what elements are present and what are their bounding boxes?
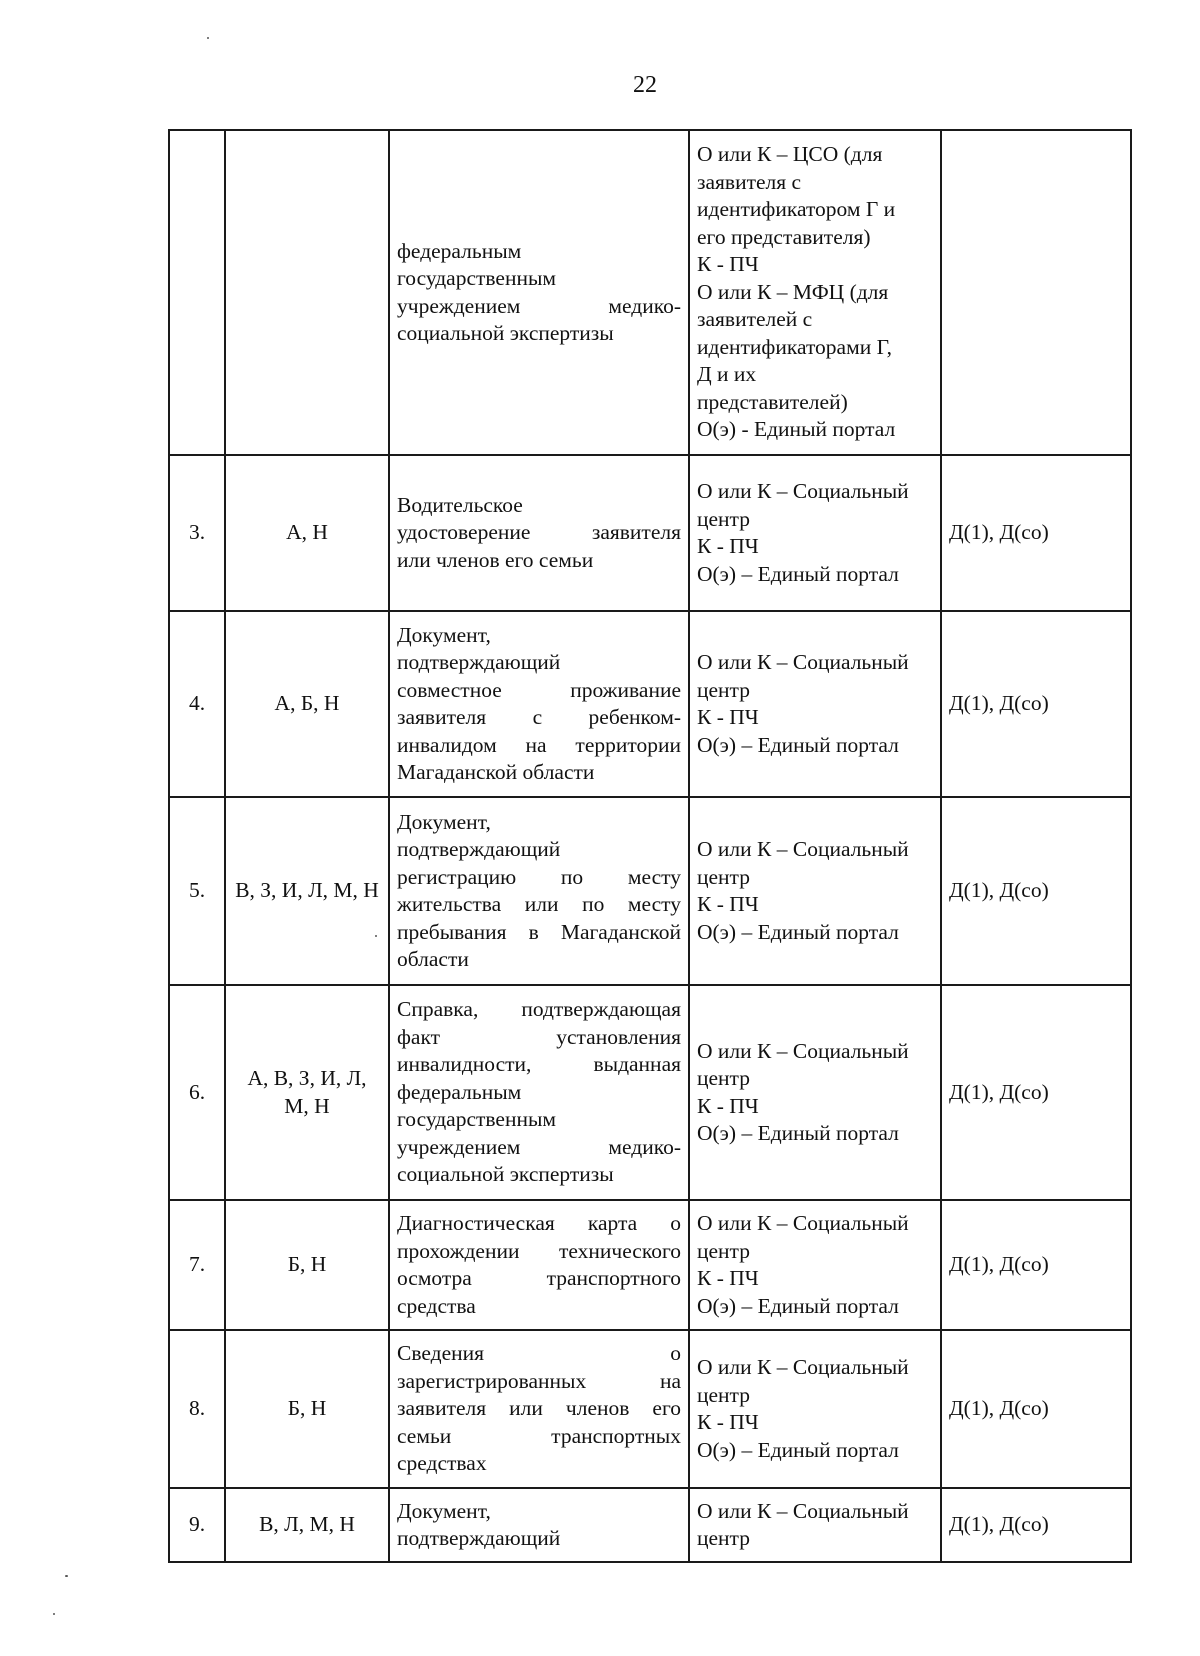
document-name-line: Сведения о [397, 1341, 681, 1366]
submission-method-line: О или К – Социальный [697, 479, 909, 503]
submission-method-line: О или К – Социальный [697, 1498, 909, 1523]
submission-method-line: К - ПЧ [697, 252, 759, 277]
submission-method [689, 130, 941, 455]
document-name-line: государственным [397, 1107, 557, 1132]
submission-method [689, 985, 941, 1200]
document-name [389, 611, 689, 797]
document-name-line: подтверждающий [397, 1526, 561, 1550]
submission-method [689, 611, 941, 797]
document-name-line: Документ, [397, 1498, 491, 1523]
result-code: Д(1), Д(со) [941, 985, 1131, 1200]
row-number: 4. [169, 611, 225, 797]
row-number [169, 130, 225, 455]
table-row [169, 1200, 1131, 1330]
document-name-line: Водительское [397, 492, 523, 517]
submission-method-line: представителей) [697, 389, 848, 414]
submission-method [689, 1200, 941, 1330]
documents-table [168, 129, 1132, 1563]
result-code: Д(1), Д(со) [941, 797, 1131, 985]
submission-method-line: заявителей с [697, 307, 813, 332]
submission-method-line: Д и их [697, 362, 757, 387]
document-name [389, 1330, 689, 1488]
document-name-line: заявителя с ребенком- [397, 705, 681, 729]
document-name-line: учреждением медико- [397, 1134, 681, 1159]
result-code: Д(1), Д(со) [941, 1200, 1131, 1330]
submission-method-line: идентификаторами Г, [697, 334, 892, 359]
applicant-categories: А, Б, Н [225, 611, 389, 797]
document-name [389, 1200, 689, 1330]
applicant-categories: В, Л, М, Н [225, 1488, 389, 1562]
document-name [389, 130, 689, 455]
result-code: Д(1), Д(со) [941, 1330, 1131, 1488]
row-number: 5. [169, 797, 225, 985]
document-name-line: или членов его семьи [397, 547, 594, 572]
document-name-line: социальной экспертизы [397, 321, 614, 345]
submission-method-line: центр [697, 864, 750, 889]
submission-method-line: О или К – Социальный [697, 1211, 909, 1235]
submission-method-line: центр [697, 1526, 750, 1550]
document-name-line: социальной экспертизы [397, 1162, 614, 1187]
table-row [169, 130, 1131, 455]
submission-method-line: О(э) – Единый портал [697, 732, 899, 757]
submission-method-line: О(э) – Единый портал [697, 561, 899, 586]
table-row [169, 985, 1131, 1200]
submission-method [689, 455, 941, 611]
document-name-line: инвалидности, выданная [397, 1052, 681, 1077]
applicant-categories: А, Н [225, 455, 389, 611]
document-name-line: федеральным [397, 1079, 522, 1104]
document-name-line: совместное проживание [397, 677, 681, 702]
document-name-line: прохождении технического [397, 1238, 681, 1263]
submission-method-line: О(э) – Единый портал [697, 1121, 899, 1145]
submission-method [689, 1488, 941, 1562]
document-name-line: государственным [397, 266, 557, 290]
result-code [941, 130, 1131, 455]
table-row [169, 611, 1131, 797]
document-name-line: Магаданской области [397, 760, 595, 784]
row-number: 6. [169, 985, 225, 1200]
document-name-line: Документ, [397, 809, 491, 834]
document-name-line: Документ, [397, 622, 491, 647]
submission-method-line: О(э) – Единый портал [697, 919, 899, 944]
row-number: 8. [169, 1330, 225, 1488]
submission-method-line: центр [697, 506, 750, 531]
document-name-line: жительства или по месту [397, 892, 681, 916]
submission-method-line: центр [697, 1238, 750, 1263]
table-row [169, 1330, 1131, 1488]
document-name-line: средствах [397, 1451, 487, 1476]
applicant-categories: В, З, И, Л, М, Н [225, 797, 389, 985]
submission-method-line: К - ПЧ [697, 705, 759, 729]
submission-method-line: К - ПЧ [697, 1410, 759, 1434]
table-row [169, 797, 1131, 985]
document-name [389, 1488, 689, 1562]
document-name-line: Диагностическая карта о [397, 1211, 681, 1235]
result-code: Д(1), Д(со) [941, 611, 1131, 797]
applicant-categories: А, В, З, И, Л, М, Н [225, 985, 389, 1200]
document-name-line: области [397, 947, 469, 971]
applicant-categories: Б, Н [225, 1330, 389, 1488]
document-name-line: заявителя или членов его [397, 1396, 681, 1421]
document-name-line: регистрацию по месту [397, 864, 681, 889]
row-number: 9. [169, 1488, 225, 1562]
submission-method-line: центр [697, 1382, 750, 1407]
document-name-line: семьи транспортных [397, 1423, 681, 1448]
submission-method-line: О(э) - Единый портал [697, 417, 896, 442]
row-number: 3. [169, 455, 225, 611]
table-row [169, 455, 1131, 611]
submission-method-line: К - ПЧ [697, 1093, 759, 1118]
document-name-line: удостоверение заявителя [397, 520, 681, 545]
document-name-line: инвалидом на территории [397, 732, 681, 757]
document-name-line: факт установления [397, 1024, 681, 1049]
table-row [169, 1488, 1131, 1562]
submission-method [689, 797, 941, 985]
submission-method [689, 1330, 941, 1488]
document-name-line: подтверждающий [397, 650, 561, 674]
document-name-line: учреждением медико- [397, 293, 681, 318]
document-name [389, 985, 689, 1200]
submission-method-line: О или К – ЦСО (для [697, 142, 883, 167]
result-code: Д(1), Д(со) [941, 1488, 1131, 1562]
document-name [389, 797, 689, 985]
submission-method-line: О(э) – Единый портал [697, 1437, 899, 1462]
submission-method-line: О или К – Социальный [697, 650, 909, 674]
applicant-categories: Б, Н [225, 1200, 389, 1330]
submission-method-line: О или К – Социальный [697, 837, 909, 861]
submission-method-line: центр [697, 677, 750, 702]
result-code: Д(1), Д(со) [941, 455, 1131, 611]
document-name [389, 455, 689, 611]
submission-method-line: О или К – Социальный [697, 1038, 909, 1063]
submission-method-line: О или К – МФЦ (для [697, 279, 889, 304]
submission-method-line: К - ПЧ [697, 892, 759, 916]
applicant-categories [225, 130, 389, 455]
submission-method-line: заявителя с [697, 169, 802, 194]
submission-method-line: его представителя) [697, 224, 871, 249]
document-name-line: пребывания в Магаданской [397, 919, 681, 944]
document-name-line: подтверждающий [397, 837, 561, 861]
document-name-line: федеральным [397, 238, 522, 263]
document-name-line: средства [397, 1293, 476, 1318]
submission-method-line: К - ПЧ [697, 534, 759, 558]
document-name-line: Справка, подтверждающая [397, 997, 681, 1022]
submission-method-line: идентификатором Г и [697, 197, 896, 222]
submission-method-line: центр [697, 1066, 750, 1090]
submission-method-line: О или К – Социальный [697, 1355, 909, 1379]
document-name-line: осмотра транспортного [397, 1266, 681, 1290]
submission-method-line: О(э) – Единый портал [697, 1293, 899, 1318]
page-number: 22 [633, 72, 657, 98]
submission-method-line: К - ПЧ [697, 1266, 759, 1290]
document-name-line: зарегистрированных на [397, 1368, 681, 1393]
row-number: 7. [169, 1200, 225, 1330]
